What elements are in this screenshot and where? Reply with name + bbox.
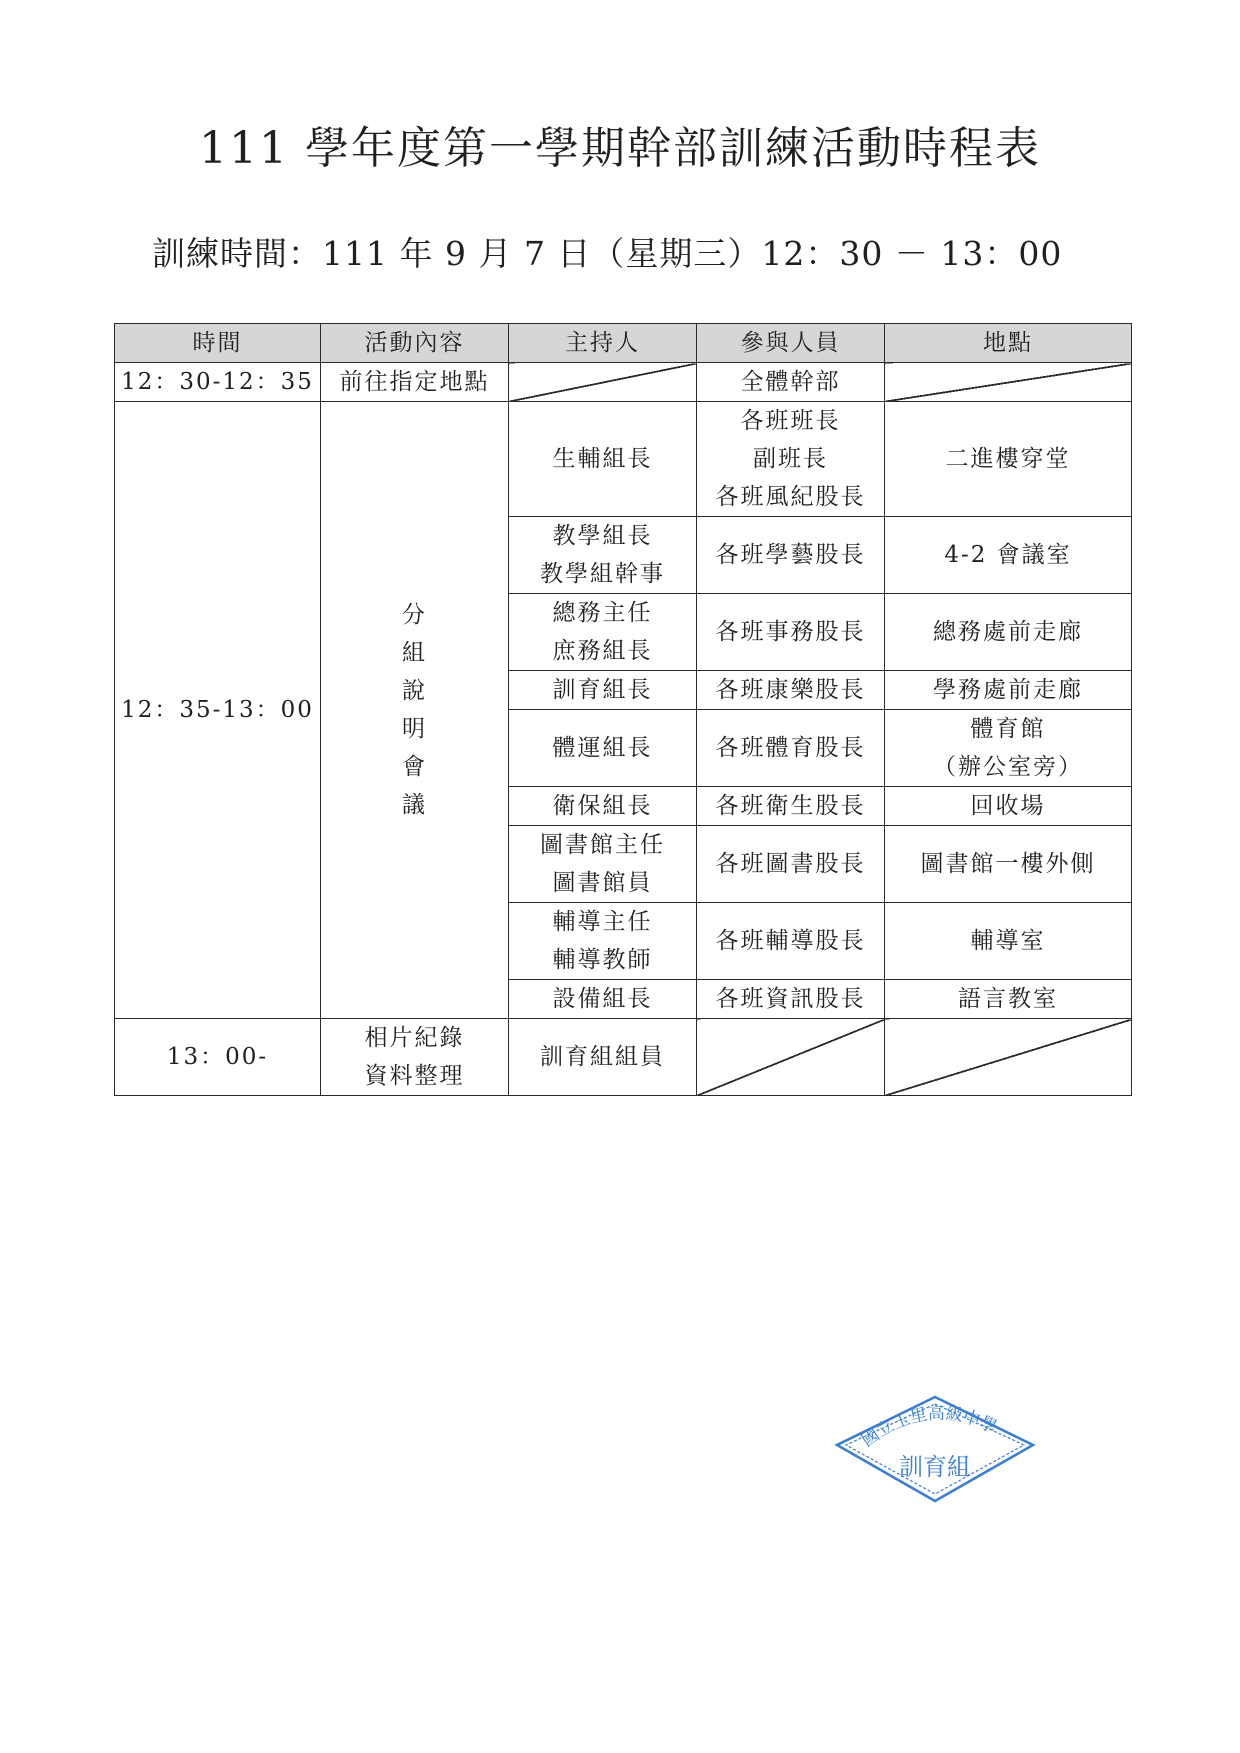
cell-location: 4-2 會議室 <box>885 517 1132 594</box>
cell-host: 生輔組長 <box>509 402 697 517</box>
stamp-seal-icon <box>830 1393 1040 1505</box>
cell-host: 圖書館主任 圖書館員 <box>509 826 697 903</box>
activity-vertical-text: 分組說明會議 <box>402 602 427 818</box>
cell-participants: 各班康樂股長 <box>697 671 885 710</box>
table-row <box>115 1019 1132 1096</box>
cell-activity <box>321 402 509 1019</box>
stamp-school-name: 國立玉里高級中學 <box>858 1403 1000 1452</box>
header-time: 時間 <box>115 324 321 363</box>
schedule-table <box>114 323 1132 1096</box>
cell-empty-slashed <box>509 363 697 402</box>
cell-host: 設備組長 <box>509 980 697 1019</box>
cell-empty-slashed <box>697 1019 885 1096</box>
cell-location: 體育館 （辦公室旁） <box>885 710 1132 787</box>
cell-location: 語言教室 <box>885 980 1132 1019</box>
table-header-row <box>115 324 1132 363</box>
stamp-unit-name: 訓育組 <box>899 1453 971 1481</box>
cell-location: 學務處前走廊 <box>885 671 1132 710</box>
cell-participants: 各班事務股長 <box>697 594 885 671</box>
cell-location: 輔導室 <box>885 903 1132 980</box>
cell-participants: 各班班長 副班長 各班風紀股長 <box>697 402 885 517</box>
cell-empty-slashed <box>885 363 1132 402</box>
header-host: 主持人 <box>509 324 697 363</box>
cell-location: 回收場 <box>885 787 1132 826</box>
cell-host: 教學組長 教學組幹事 <box>509 517 697 594</box>
cell-host: 訓育組組員 <box>509 1019 697 1096</box>
cell-location: 圖書館一樓外側 <box>885 826 1132 903</box>
cell-participants: 全體幹部 <box>697 363 885 402</box>
header-location: 地點 <box>885 324 1132 363</box>
svg-text:國立玉里高級中學 <box>858 1404 1000 1451</box>
cell-participants: 各班學藝股長 <box>697 517 885 594</box>
cell-host: 體運組長 <box>509 710 697 787</box>
cell-participants: 各班輔導股長 <box>697 903 885 980</box>
cell-location: 總務處前走廊 <box>885 594 1132 671</box>
cell-activity: 前往指定地點 <box>321 363 509 402</box>
cell-location: 二進樓穿堂 <box>885 402 1132 517</box>
cell-host: 訓育組長 <box>509 671 697 710</box>
table-row <box>115 402 1132 517</box>
cell-participants: 各班衛生股長 <box>697 787 885 826</box>
cell-time: 12：35-13：00 <box>115 402 321 1019</box>
document-title: 111 學年度第一學期幹部訓練活動時程表 <box>199 123 1041 174</box>
cell-host: 輔導主任 輔導教師 <box>509 903 697 980</box>
cell-participants: 各班圖書股長 <box>697 826 885 903</box>
office-stamp <box>830 1393 1040 1505</box>
cell-time: 13：00- <box>115 1019 321 1096</box>
cell-empty-slashed <box>885 1019 1132 1096</box>
header-participants: 參與人員 <box>697 324 885 363</box>
header-activity: 活動內容 <box>321 324 509 363</box>
table-row <box>115 363 1132 402</box>
cell-host: 衛保組長 <box>509 787 697 826</box>
cell-participants: 各班體育股長 <box>697 710 885 787</box>
cell-host: 總務主任 庶務組長 <box>509 594 697 671</box>
training-time: 訓練時間：111 年 9 月 7 日（星期三）12：30 － 13：00 <box>152 234 1063 273</box>
cell-activity: 相片紀錄 資料整理 <box>321 1019 509 1096</box>
cell-time: 12：30-12：35 <box>115 363 321 402</box>
cell-participants: 各班資訊股長 <box>697 980 885 1019</box>
